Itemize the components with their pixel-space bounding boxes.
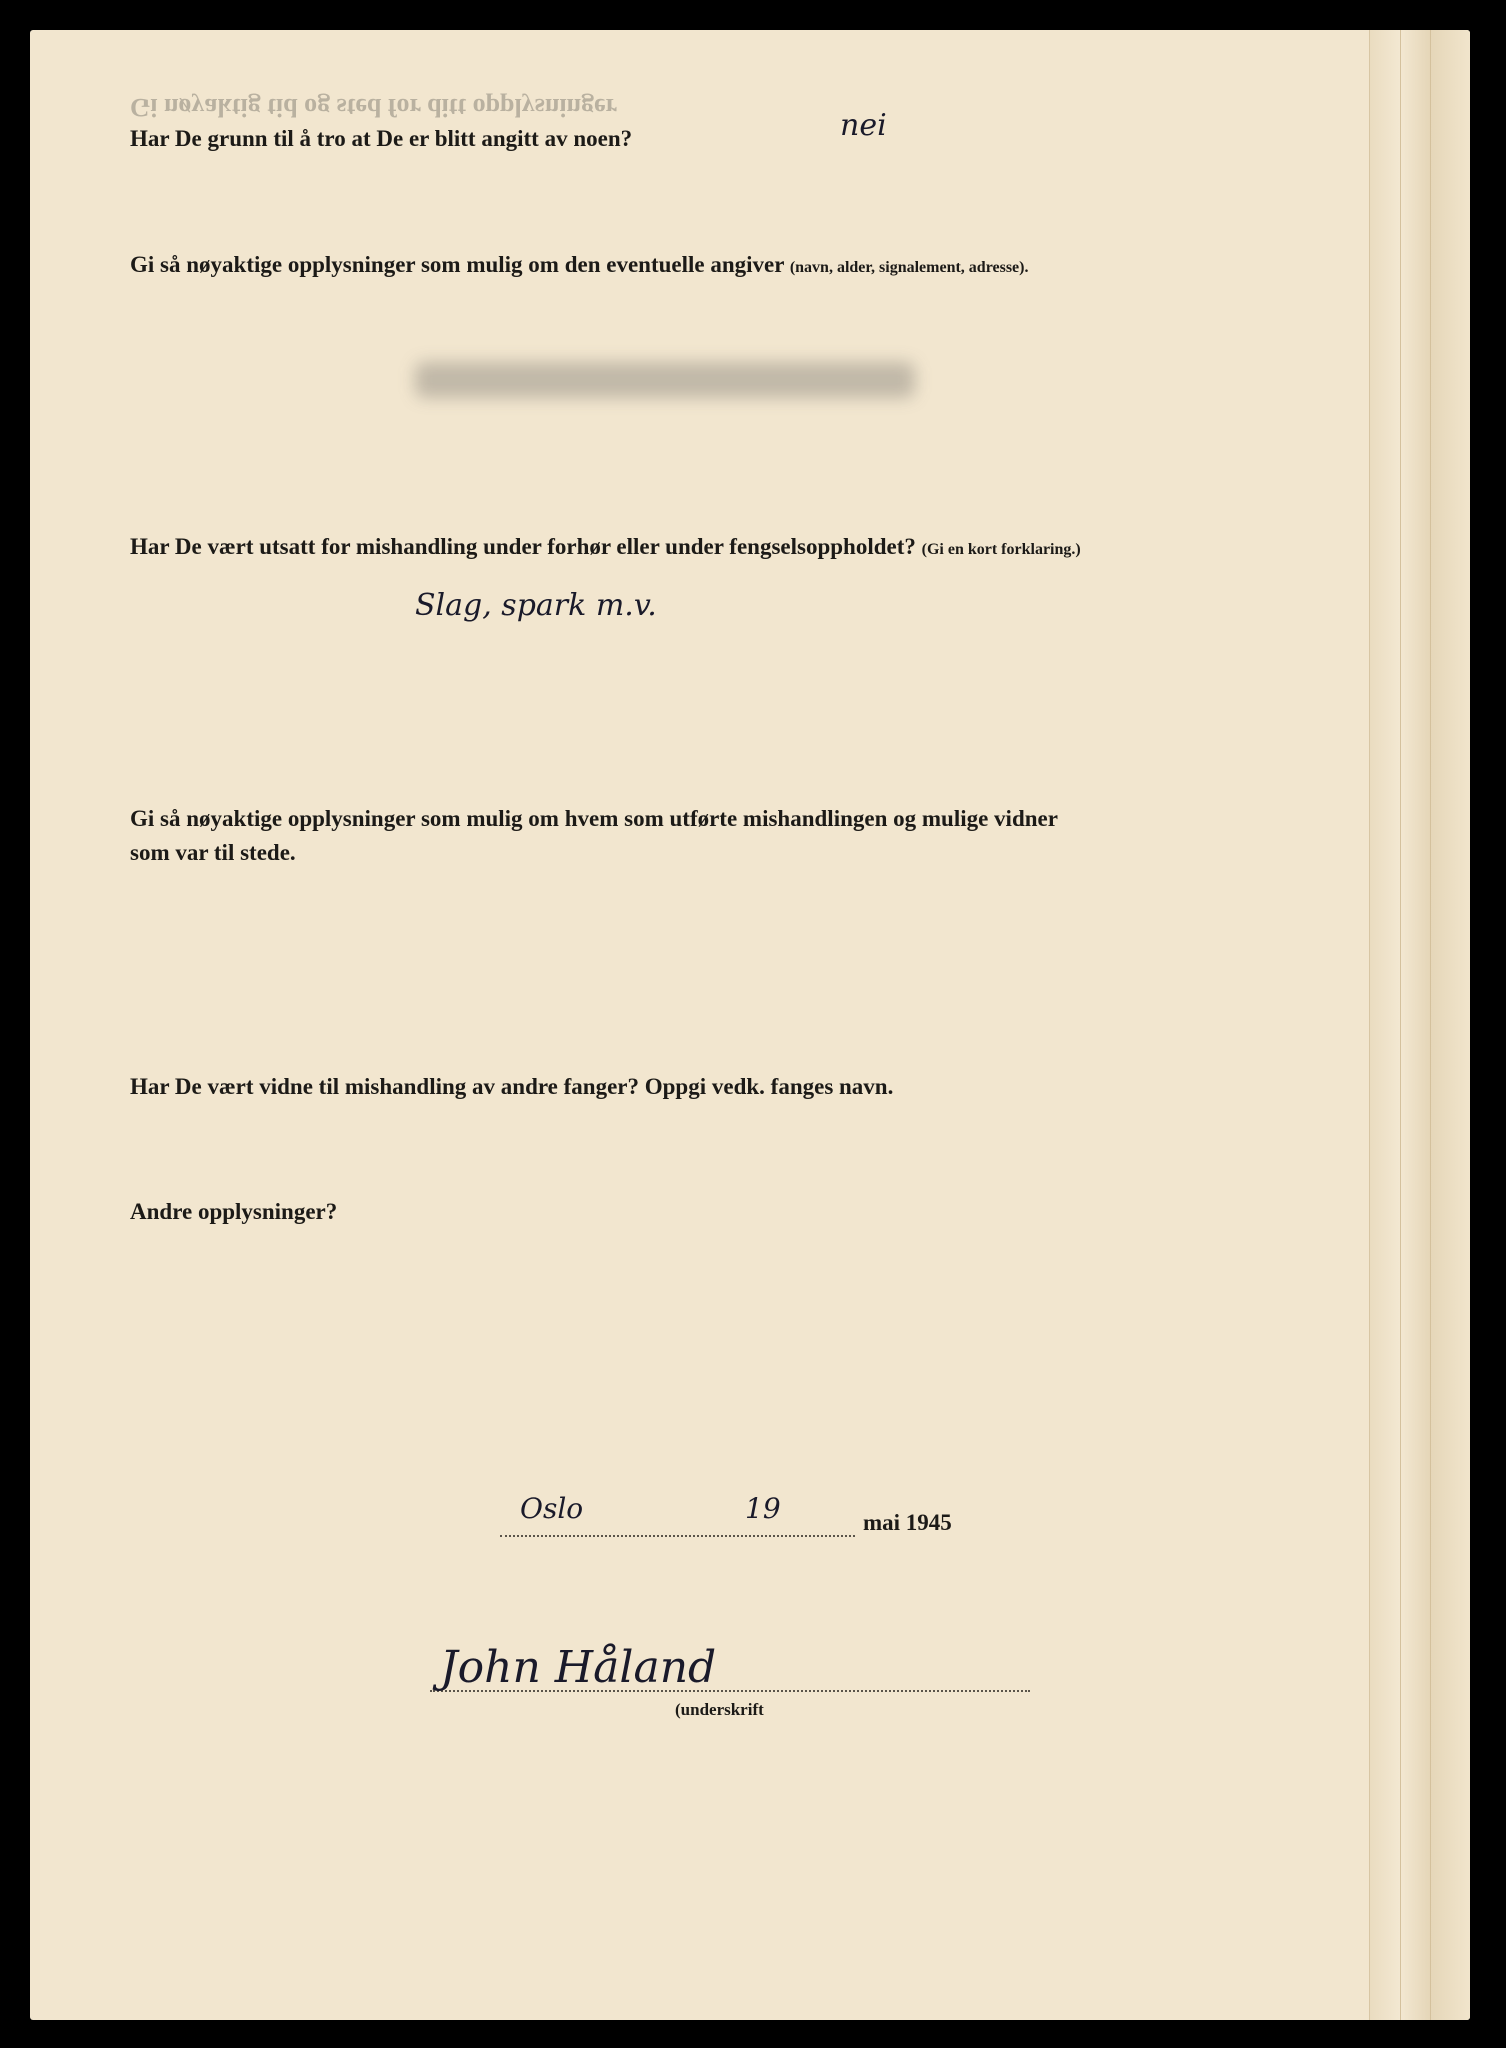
- stacked-pages-edge: [1369, 30, 1470, 2020]
- question-mistreatment: [130, 530, 1081, 563]
- question-informer-main: Gi så nøyaktige opplysninger som mulig om den eventuelle angiver: [130, 252, 785, 277]
- question-other-info: Andre opplysninger?: [130, 1199, 338, 1224]
- question-mistreatment-note: (Gi en kort forklaring.): [921, 541, 1081, 558]
- question-perpetrators-line1: Gi så nøyaktige opplysninger som mulig om hvem som utførte mishandlingen og mulige vidner: [130, 806, 1058, 831]
- day-handwritten: 19: [745, 1492, 781, 1525]
- question-mistreatment-main: Har De vært utsatt for mishandling under forhør eller under fengselsoppholdet?: [130, 534, 916, 559]
- question-denounced: Har De grunn til å tro at De er blitt angitt av noen?: [130, 126, 633, 151]
- answer-denounced: nei: [840, 108, 887, 143]
- signature-label: (underskrift: [675, 1700, 764, 1719]
- signature-handwritten: John Håland: [440, 1642, 717, 1693]
- answer-mistreatment: Slag, spark m.v.: [415, 588, 657, 623]
- question-witness: Har De vært vidne til mishandling av andre fanger? Oppgi vedk. fanges navn.: [130, 1074, 894, 1099]
- question-perpetrators-line2: som var til stede.: [130, 840, 296, 865]
- blurred-stamp: [415, 362, 915, 398]
- show-through-text: Gi nøyaktig tid og sted for ditt opplysninger: [130, 93, 618, 122]
- month-year: mai 1945: [863, 1510, 952, 1535]
- place-handwritten: Oslo: [520, 1492, 584, 1525]
- form-page: [30, 30, 1470, 2020]
- question-informer-details: [130, 248, 1028, 281]
- date-dotted-line: [500, 1535, 855, 1537]
- question-informer-note: (navn, alder, signalement, adresse).: [789, 259, 1029, 276]
